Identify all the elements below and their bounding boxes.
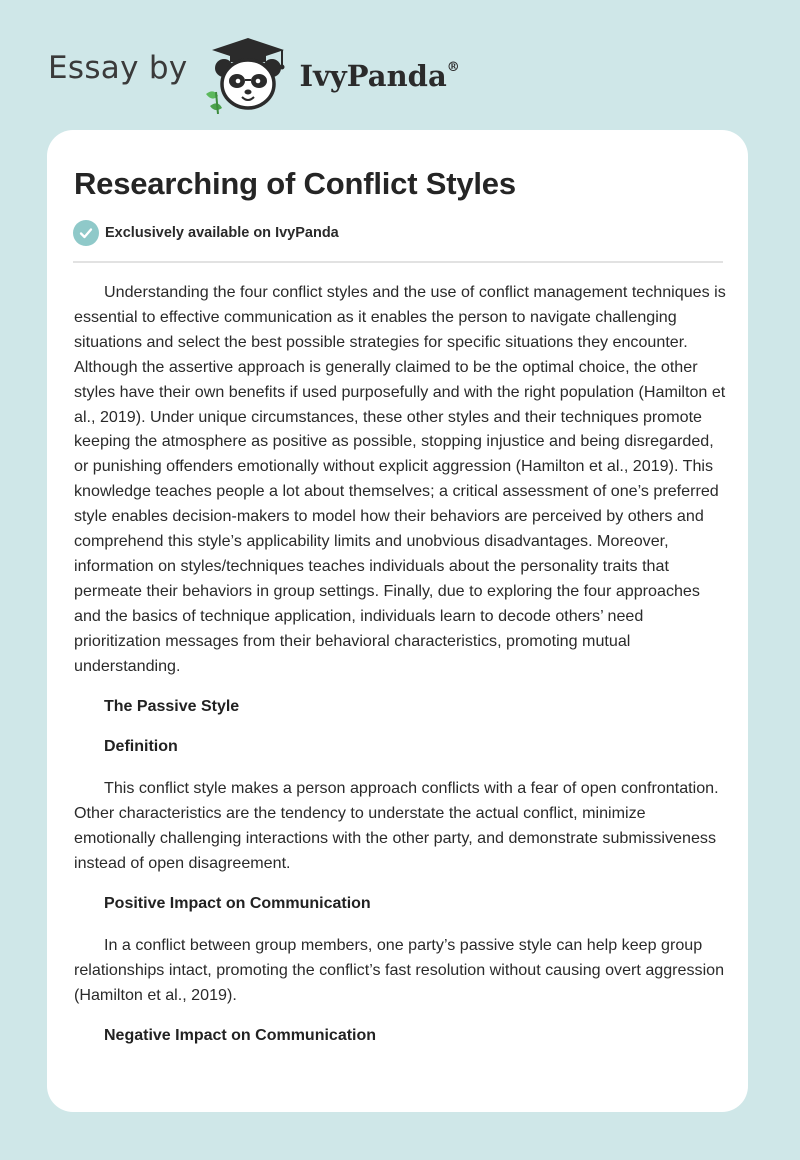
- paragraph-definition: This conflict style makes a person approach conflicts with a fear of open confrontation. Other characteristics are the tendency to understate the actual conflict, minimize emotionally challenging interactions with the other party, and demonstrate submissiveness instead of open disagreement.: [74, 779, 719, 873]
- brand-name[interactable]: [300, 59, 460, 93]
- heading-negative-impact: Negative Impact on Communication: [104, 1026, 377, 1044]
- exclusive-badge: [73, 220, 339, 246]
- panda-logo-icon[interactable]: [202, 34, 294, 114]
- essay-card: [47, 130, 748, 1112]
- paragraph-positive-impact: In a conflict between group members, one party’s passive style can help keep group relationships intact, promoting the conflict’s fast resolution without causing overt aggression (Hamilton et al., 2019).: [74, 935, 725, 1004]
- page-title: Researching of Conflict Styles: [74, 166, 516, 201]
- heading-passive-style: The Passive Style: [104, 697, 240, 715]
- essay-body: [74, 280, 729, 1064]
- heading-positive-impact: Positive Impact on Communication: [104, 894, 371, 912]
- brand-name-text: IvyPanda: [299, 59, 447, 93]
- heading-definition: Definition: [104, 738, 178, 756]
- registered-mark: ®: [446, 60, 460, 76]
- site-header: [48, 34, 460, 114]
- exclusive-badge-label: Exclusively available on IvyPanda: [105, 225, 339, 241]
- paragraph-intro: Understanding the four conflict styles and the use of conflict management techniques is essential to effective communication as it enables the person to navigate challenging situations and select the best possible strategies for specific situations they encounter. Although the assertive approach is generally claimed to be the optimal choice, the other styles have their own benefits if used purposefully and with the right population (Hamilton et al., 2019). Under unique circumstances, these other styles and their techniques promote keeping the atmosphere as positive as possible, stopping injustice and being disregarded, or punishing offenders emotionally without explicit aggression (Hamilton et al., 2019). This knowledge teaches people a lot about themselves; a critical assessment of one’s preferred style enables decision-makers to model how their behaviors are perceived by others and comprehend this style’s applicability limits and unobvious disadvantages. Moreover, information on styles/techniques teaches individuals about the personality traits that permeate their behaviors in group settings. Finally, due to exploring the four approaches and the basics of technique application, individuals learn to decode others’ need prioritization messages from their behavioral characteristics, promoting mutual understanding.: [74, 283, 726, 675]
- checkmark-icon: [73, 220, 99, 246]
- essay-by-label: Essay by: [48, 50, 188, 86]
- divider: [73, 261, 723, 263]
